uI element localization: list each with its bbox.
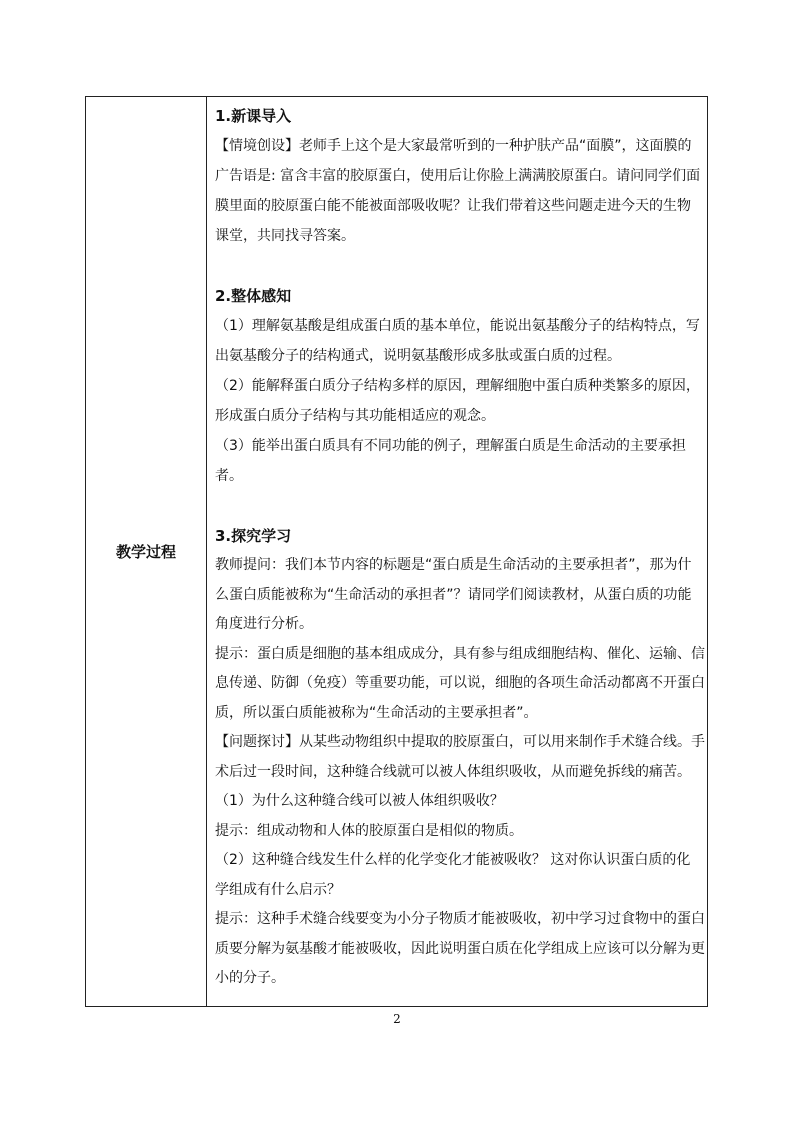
hint-1: 提示：蛋白质是细胞的基本组成成分，具有参与组成细胞结构、催化、运输、信 息传递、防御（免疫）等重要功能，可以说，细胞的各项生命活动都离不开蛋白 质，所以蛋白质能被称为“生命活动的主要承担者”。 [215,645,705,721]
column-divider [206,97,207,1006]
intro-paragraph: 【情境创设】老师手上这个是大家最常听到的一种护肤产品“面膜”，这面膜的 广告语是: 富含丰富的胶原蛋白，使用后让你脸上满满胶原蛋白。请问同学们面 膜里面的胶原蛋白能不能被面部吸收呢？让我们带着这些问题走进今天的生物 课堂，共同找寻答案。 [215,138,701,244]
lesson-table [85,96,708,1007]
content-cell [215,101,706,994]
spacer [215,491,706,521]
teacher-question: 教师提问：我们本节内容的标题是“蛋白质是生命活动的主要承担者”，那为什 么蛋白质能被称为“生命活动的承担者”？请同学们阅读教材，从蛋白质的功能 角度进行分析。 [215,557,692,632]
section-title-intro: 1.新课导入 [215,107,292,125]
row-label: 教学过程 [115,543,176,561]
hint-3: 提示：这种手术缝合线要变为小分子物质才能被吸收，初中学习过食物中的蛋白 质要分解为氨基酸才能被吸收，因此说明蛋白质在化学组成上应该可以分解为更 小的分子。 [215,911,705,986]
spacer [215,251,706,281]
objective-2: （2）能解释蛋白质分子结构多样的原因，理解细胞中蛋白质种类繁多的原因， 形成蛋白质分子结构与其功能相适应的观念。 [215,378,700,424]
page-number: 2 [393,1012,401,1026]
question-1: （1）为什么这种缝合线可以被人体组织吸收？ [215,793,504,809]
objective-3: （3）能举出蛋白质具有不同功能的例子，理解蛋白质是生命活动的主要承担者。 [215,438,686,484]
row-label-cell [86,97,206,1006]
question-2: （2）这种缝合线发生什么样的化学变化才能被吸收？ 这对你认识蛋白质的化 学组成有什么启示？ [215,852,691,898]
objective-1: （1）理解氨基酸是组成蛋白质的基本单位，能说出氨基酸分子的结构特点，写 出氨基酸分子的结构通式，说明氨基酸形成多肽或蛋白质的过程。 [215,318,700,364]
problem-discussion: 【问题探讨】从某些动物组织中提取的胶原蛋白，可以用来制作手术缝合线。手 术后过一段时间，这种缝合线就可以被人体组织吸收，从而避免拆线的痛苦。 [215,734,705,780]
section-title-overview: 2.整体感知 [215,287,292,305]
hint-2: 提示：组成动物和人体的胶原蛋白是相似的物质。 [215,822,523,839]
section-title-inquiry: 3.探究学习 [215,527,292,545]
